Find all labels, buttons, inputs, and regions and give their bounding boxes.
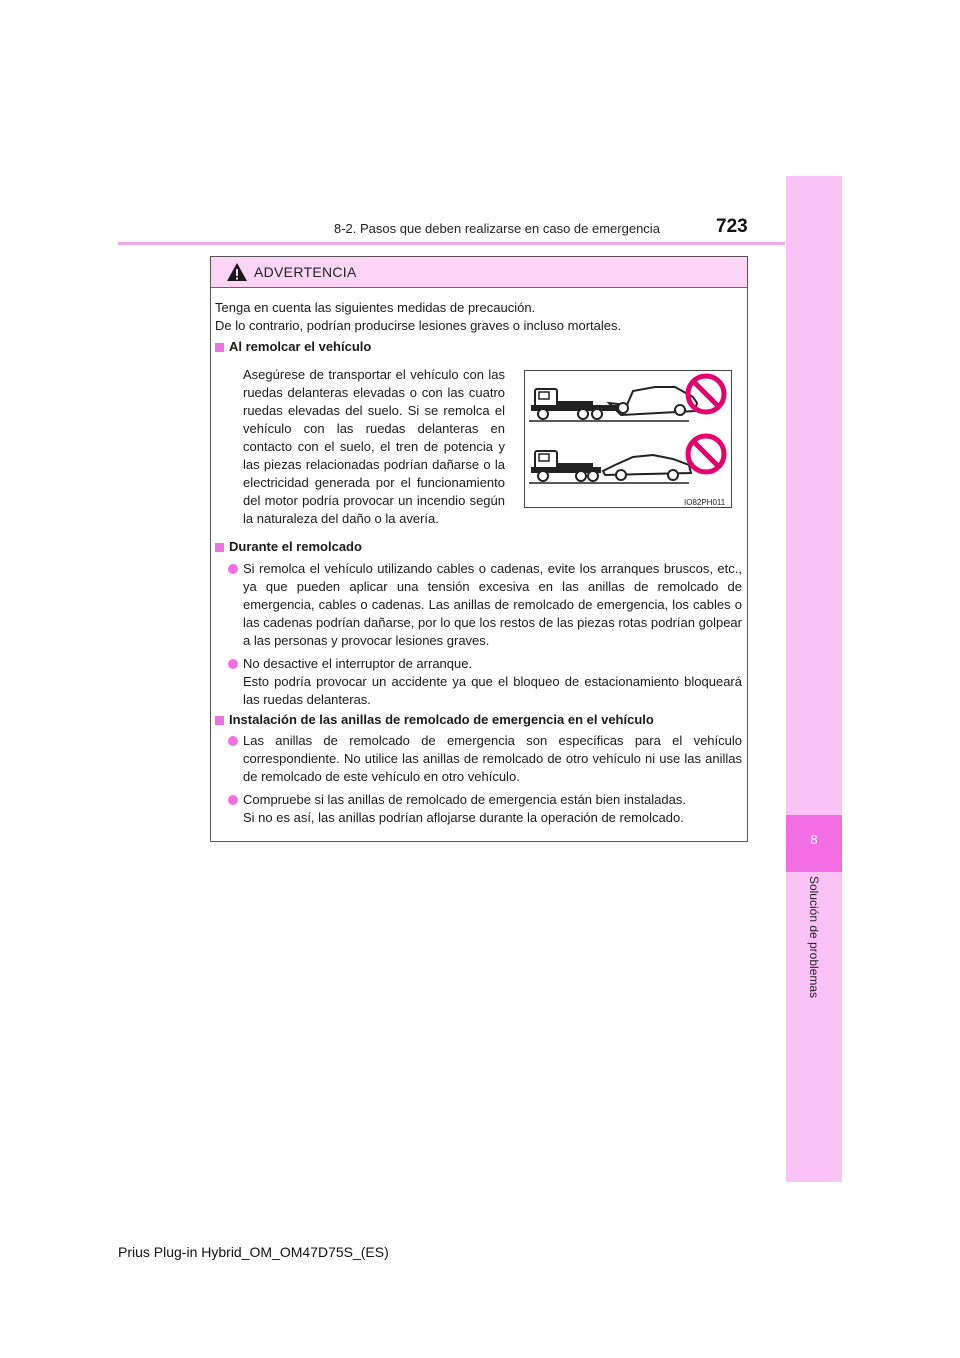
during-towing-bullet1: Si remolca el vehículo utilizando cables o cadenas, evite los arranques bruscos, etc., ya que pueden aplicar una tensión excesiva en las anillas de remolcado de emergencia, cables o cadenas. Las anillas de remolcado de emergencia, los cables o las cadenas podrían dañarse, por lo que los restos de las piezas rotas podrían golpear a las personas y provocar lesiones graves. (243, 561, 742, 648)
prohibited-icon (684, 432, 728, 476)
header-section-title: 8-2. Pasos que deben realizarse en caso de emergencia (334, 221, 660, 236)
heading-marker (215, 716, 224, 725)
prohibited-icon (684, 372, 728, 416)
bullet-marker (228, 564, 238, 574)
section-heading-towing: Al remolcar el vehículo (229, 339, 372, 354)
header-rule (118, 242, 785, 245)
towing-paragraph: Asegúrese de transportar el vehículo con las ruedas delanteras elevadas o con las cuatro ruedas elevadas del suelo. Si se remolca el vehículo con las ruedas delanteras en contacto con el suelo, el tren de potencia y las piezas relacionadas podrían dañarse o la electricidad generada por el funcionamiento del motor podría provocar un incendio según la naturaleza del daño o la avería. (243, 367, 505, 526)
footer-document-id: Prius Plug-in Hybrid_OM_OM47D75S_(ES) (118, 1244, 389, 1260)
chapter-title: Solución de problemas (807, 875, 821, 999)
warning-intro-line2: De lo contrario, podrían producirse lesiones graves o incluso mortales. (215, 318, 622, 333)
tow-eye-bullet2-line1: Compruebe si las anillas de remolcado de emergencia están bien instaladas. (243, 792, 686, 807)
section-heading-tow-eye-installation: Instalación de las anillas de remolcado de emergencia en el vehículo (229, 712, 654, 727)
heading-marker (215, 543, 224, 552)
warning-triangle-icon (226, 262, 248, 282)
during-towing-bullet2-line1: No desactive el interruptor de arranque. (243, 656, 473, 671)
during-towing-bullet2-line2: Esto podría provocar un accidente ya que el bloqueo de estacionamiento bloqueará las ruedas delanteras. (243, 674, 742, 707)
bullet-marker (228, 659, 238, 669)
heading-marker (215, 343, 224, 352)
tow-eye-bullet2-line2: Si no es así, las anillas podrían aflojarse durante la operación de remolcado. (243, 810, 684, 825)
warning-title: ADVERTENCIA (254, 264, 357, 280)
chapter-number: 8 (810, 832, 818, 847)
warning-intro-line1: Tenga en cuenta las siguientes medidas de precaución. (215, 300, 536, 315)
tow-eye-bullet1: Las anillas de remolcado de emergencia son específicas para el vehículo correspondiente. No utilice las anillas de remolcado de otro vehículo ni use las anillas de remolcado de este vehículo en otro vehículo. (243, 733, 742, 784)
section-heading-during-towing: Durante el remolcado (229, 539, 362, 554)
chapter-side-tab (786, 176, 842, 1182)
illustration-code: IO82PH011 (684, 498, 726, 507)
bullet-marker (228, 736, 238, 746)
bullet-marker (228, 795, 238, 805)
page-number: 723 (716, 216, 748, 237)
